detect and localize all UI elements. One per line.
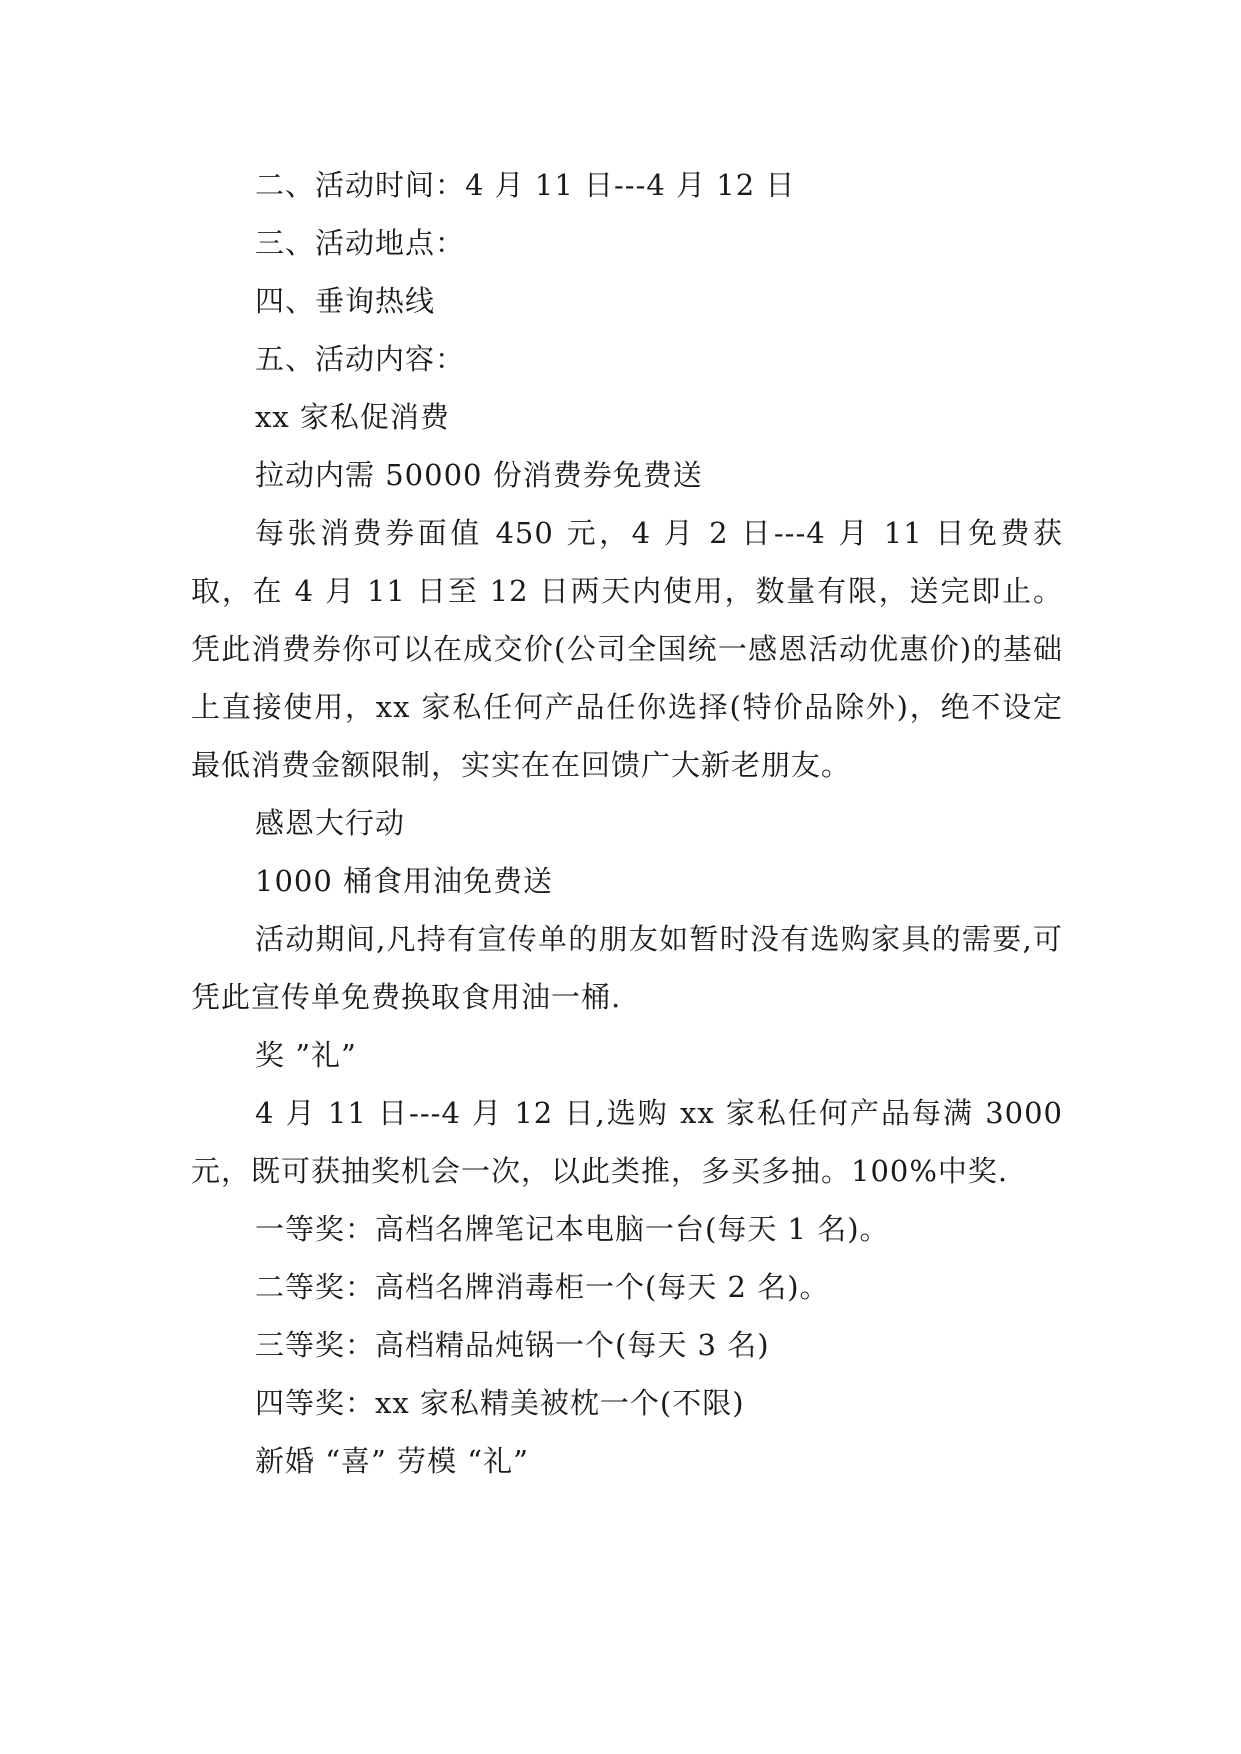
paragraph-first-prize: 一等奖：高档名牌笔记本电脑一台(每天 1 名)。 — [255, 1212, 890, 1246]
paragraph-prize-details: 4 月 11 日---4 月 12 日,选购 xx 家私任何产品每满 3000 元，既可获抽奖机会一次，以此类推，多买多抽。100%中奖. — [191, 1096, 1063, 1188]
paragraph-hotline: 四、垂询热线 — [255, 284, 436, 318]
paragraph-activity-location: 三、活动地点： — [255, 226, 466, 260]
paragraph-voucher-heading: 拉动内需 50000 份消费券免费送 — [255, 458, 703, 492]
paragraph-wedding-heading: 新婚 “喜” 劳模 “礼” — [255, 1444, 529, 1478]
paragraph-oil-heading: 1000 桶食用油免费送 — [255, 864, 554, 898]
paragraph-activity-content: 五、活动内容： — [255, 342, 466, 376]
paragraph-third-prize: 三等奖：高档精品炖锅一个(每天 3 名) — [255, 1328, 770, 1362]
paragraph-fourth-prize: 四等奖：xx 家私精美被枕一个(不限) — [255, 1386, 745, 1420]
paragraph-promo-heading: xx 家私促消费 — [255, 400, 450, 434]
paragraph-prize-heading: 奖 ”礼” — [255, 1038, 357, 1072]
paragraph-activity-time: 二、活动时间：4 月 11 日---4 月 12 日 — [255, 168, 796, 202]
paragraph-oil-details: 活动期间,凡持有宣传单的朋友如暂时没有选购家具的需要,可凭此宣传单免费换取食用油一桶. — [191, 922, 1063, 1014]
paragraph-second-prize: 二等奖：高档名牌消毒柜一个(每天 2 名)。 — [255, 1270, 830, 1304]
paragraph-thanks-heading: 感恩大行动 — [255, 806, 406, 840]
paragraph-voucher-details: 每张消费券面值 450 元，4 月 2 日---4 月 11 日免费获取，在 4 月 11 日至 12 日两天内使用，数量有限，送完即止。凭此消费券你可以在成交价(公司全国统一感恩活动优惠价)的基础上直接使用，xx 家私任何产品任你选择(特价品除外)，绝不设定最低消费金额限制，实实在在回馈广大新老朋友。 — [191, 516, 1063, 782]
document-body — [191, 156, 1063, 1490]
